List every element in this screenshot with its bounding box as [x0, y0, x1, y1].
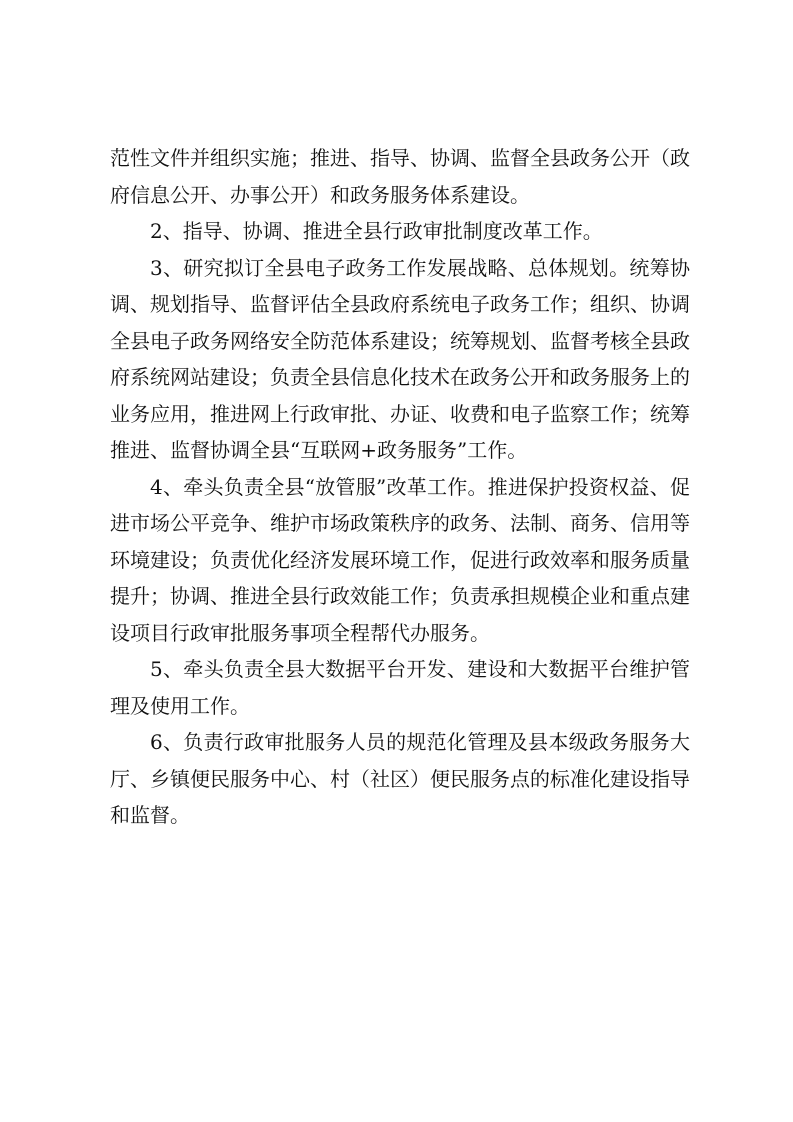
paragraph-item-6: 6、负责行政审批服务人员的规范化管理及县本级政务服务大厅、乡镇便民服务中心、村（社区）便民服务点的标准化建设指导和监督。 [110, 730, 690, 827]
paragraph-continuation: 范性文件并组织实施；推进、指导、协调、监督全县政务公开（政府信息公开、办事公开）和政务服务体系建设。 [110, 146, 690, 207]
document-body [110, 140, 690, 834]
paragraph-item-4: 4、牵头负责全县“放管服”改革工作。推进保护投资权益、促进市场公平竞争、维护市场政策秩序的政务、法制、商务、信用等环境建设；负责优化经济发展环境工作，促进行政效率和服务质量提升；协调、推进全县行政效能工作；负责承担规模企业和重点建设项目行政审批服务事项全程帮代办服务。 [110, 474, 690, 645]
paragraph-item-5: 5、牵头负责全县大数据平台开发、建设和大数据平台维护管理及使用工作。 [110, 657, 690, 718]
paragraph-item-2: 2、指导、协调、推进全县行政审批制度改革工作。 [150, 219, 603, 243]
paragraph-item-3: 3、研究拟订全县电子政务工作发展战略、总体规划。统筹协调、规划指导、监督评估全县政府系统电子政务工作；组织、协调全县电子政务网络安全防范体系建设；统筹规划、监督考核全县政府系统网站建设；负责全县信息化技术在政务公开和政务服务上的业务应用，推进网上行政审批、办证、收费和电子监察工作；统筹推进、监督协调全县“互联网+政务服务”工作。 [110, 255, 690, 462]
